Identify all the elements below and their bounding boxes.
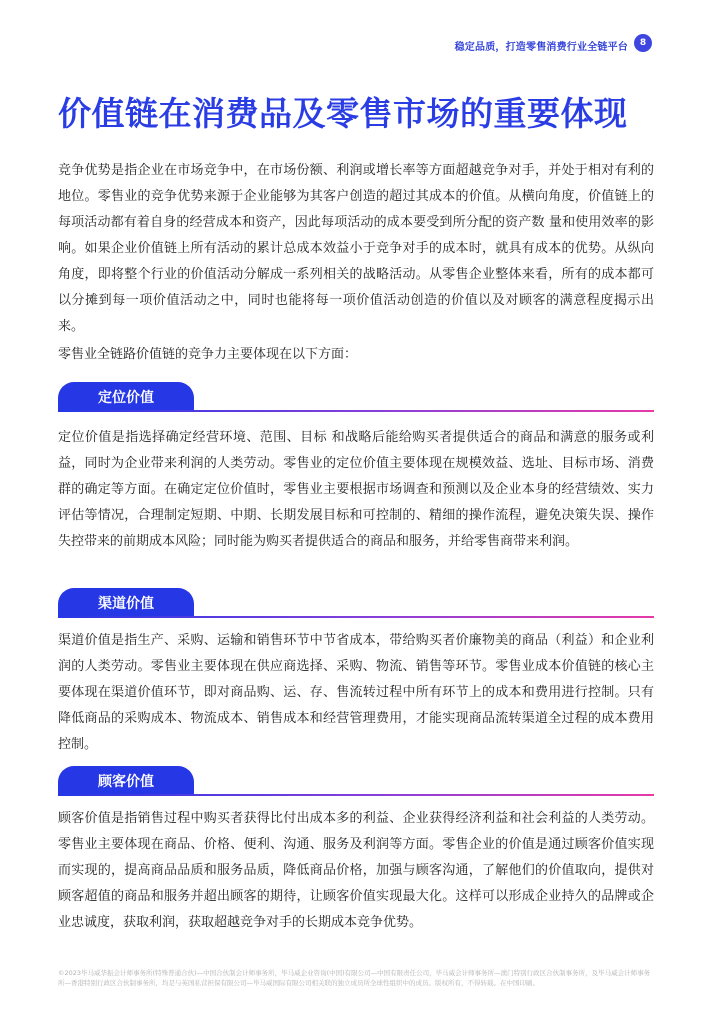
intro-lead: 零售业全链路价值链的竞争力主要体现在以下方面： <box>58 347 358 362</box>
footer-copyright: ©2023毕马威华振会计师事务所(特殊普通合伙)—中国合伙制会计师事务所，毕马威企业咨询(中国)有限公司—中国有限责任公司，毕马威会计师事务所—澳门特别行政区合伙制事务所，及毕马威会计师事务所—香港特别行政区合伙制事务所，均是与英国私营担保有限公司—毕马威国际有限公司相关联的独立成员所全球性组织中的成员。版权所有，不得转载。在中国印刷。 <box>58 969 651 987</box>
section-body-channel: 渠道价值是指生产、采购、运输和销售环节中节省成本，带给购买者价廉物美的商品（利益）和企业利润的人类劳动。零售业主要体现在供应商选择、采购、物流、销售等环节。零售业成本价值链的核心主要体现在渠道价值环节，即对商品购、运、存、售流转过程中所有环节上的成本和费用进行控制。只有降低商品的采购成本、物流成本、销售成本和经营管理费用，才能实现商品流转渠道全过程的成本费用控制。 <box>58 633 654 752</box>
section-divider <box>58 616 654 618</box>
section-header-customer <box>58 766 654 796</box>
section-body-positioning: 定位价值是指选择确定经营环境、范围、目标 和战略后能给购买者提供适合的商品和满意的服务或利益，同时为企业带来利润的人类劳动。零售业的定位价值主要体现在规模效益、选址、目标市场、消费群的确定等方面。在确定定位价值时，零售业主要根据市场调查和预测以及企业本身的经营绩效、实力评估等情况，合理制定短期、中期、长期发展目标和可控制的、精细的操作流程，避免决策失误、操作失控带来的前期成本风险；同时能为购买者提供适合的商品和服务，并给零售商带来利润。 <box>58 430 654 549</box>
header-tagline: 稳定品质，打造零售消费行业全链平台 <box>454 42 628 53</box>
section-tab-channel: 渠道价值 <box>58 588 194 618</box>
intro-paragraph: 竞争优势是指企业在市场竞争中，在市场份额、利润或增长率等方面超越竞争对手，并处于相对有利的地位。零售业的竞争优势来源于企业能够为其客户创造的超过其成本的价值。从横向角度，价值链上的每项活动都有着自身的经营成本和资产，因此每项活动的成本要受到所分配的资产数 量和使用效率的影响。如果企业价值链上所有活动的累计总成本效益小于竞争对手的成本时，就具有成本的优势。从纵向角度，即将整个行业的价值活动分解成一系列相关的战略活动。从零售企业整体来看，所有的成本都可以分摊到每一项价值活动之中，同时也能将每一项价值活动创造的价值以及对顾客的满意程度揭示出来。 <box>58 163 654 334</box>
section-tab-customer: 顾客价值 <box>58 766 194 796</box>
section-tab-positioning: 定位价值 <box>58 382 194 412</box>
section-divider <box>58 410 654 412</box>
page-title: 价值链在消费品及零售市场的重要体现 <box>58 94 628 133</box>
section-header-channel <box>58 588 654 618</box>
section-header-positioning <box>58 382 654 412</box>
section-divider <box>58 794 654 796</box>
section-body-customer: 顾客价值是指销售过程中购买者获得比付出成本多的利益、企业获得经济利益和社会利益的人类劳动。零售业主要体现在商品、价格、便利、沟通、服务及利润等方面。零售企业的价值是通过顾客价值实现而实现的，提高商品品质和服务品质，降低商品价格，加强与顾客沟通，了解他们的价值取向，提供对顾客超值的商品和服务并超出顾客的期待，让顾客价值实现最大化。这样可以形成企业持久的品牌或企业忠诚度，获取利润，获取超越竞争对手的长期成本竞争优势。 <box>58 811 654 930</box>
page-number-badge: 8 <box>634 34 652 52</box>
